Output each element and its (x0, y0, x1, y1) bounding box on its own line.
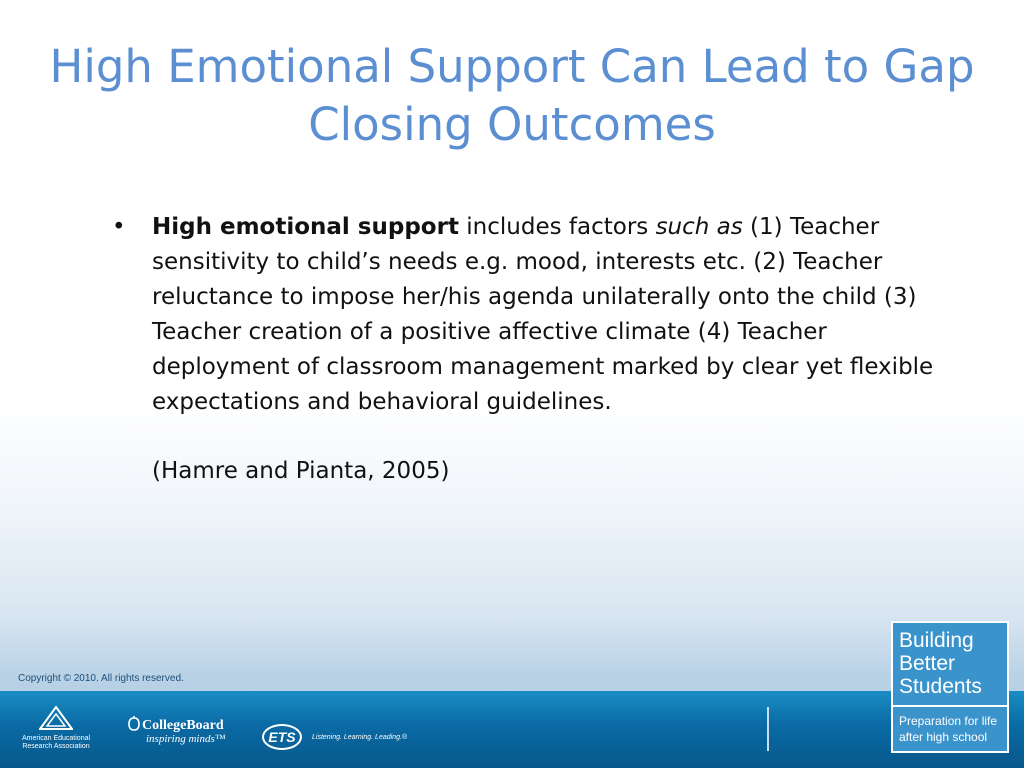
slide-title: High Emotional Support Can Lead to Gap Closing Outcomes (49, 40, 975, 151)
bbs-subtitle-line-1: Preparation for life (899, 714, 998, 728)
bbs-title-line-3: Students (899, 675, 982, 698)
bbs-title (893, 623, 1007, 698)
footer-divider (767, 707, 769, 751)
ets-mark: ETS (262, 724, 302, 750)
bullet-text (152, 210, 952, 420)
bullet-text-part-1: includes factors (458, 214, 656, 240)
ets-tagline: Listening. Learning. Leading.® (312, 733, 408, 741)
bbs-title-line-2: Better (899, 652, 956, 675)
collegeboard-logo (126, 716, 226, 745)
collegeboard-name-text: CollegeBoard (142, 718, 224, 733)
bullet-text-part-2: (1) Teacher sensitivity to child’s needs e.g. mood, interests etc. (2) Teacher reluctance to impose her/his agenda unilaterally onto the child (3) Teacher creation of a positive affective climate (4) Teacher deployment of classroom management marked by clear yet flexible expectations and behavioral guidelines. (152, 214, 934, 415)
aera-name-line-2: Research Association (22, 743, 90, 750)
bullet-bold-term: High emotional support (152, 214, 459, 240)
acorn-icon (126, 716, 142, 732)
bullet-italic-phrase: such as (655, 214, 743, 240)
collegeboard-tagline: inspiring minds™ (146, 733, 226, 745)
citation: (Hamre and Pianta, 2005) (152, 458, 450, 484)
copyright-notice: Copyright © 2010. All rights reserved. (18, 673, 184, 684)
bbs-title-line-1: Building (899, 629, 974, 652)
bbs-subtitle (899, 713, 997, 745)
bbs-subtitle-line-2: after high school (899, 730, 988, 744)
bullet-marker: • (112, 214, 126, 240)
bbs-separator (893, 705, 1007, 707)
ets-logo (262, 724, 407, 750)
slide-content (112, 210, 962, 489)
aera-name-line-1: American Educational (21, 735, 91, 742)
bullet-item (112, 210, 962, 420)
aera-logo (12, 706, 100, 751)
collegeboard-name (126, 716, 226, 733)
building-better-students-logo (891, 621, 1009, 753)
aera-triangle-icon (39, 706, 73, 730)
